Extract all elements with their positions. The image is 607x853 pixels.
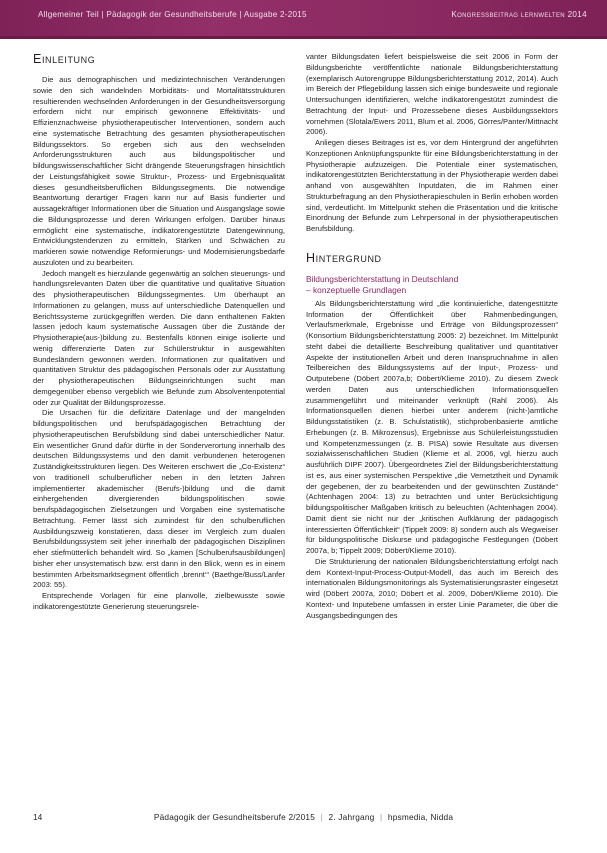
subheading-line-2: – konzeptuelle Grundlagen: [306, 285, 407, 296]
section-heading-hintergrund: Hintergrund: [306, 250, 382, 265]
page-number: 14: [33, 812, 43, 822]
footer-journal: Pädagogik der Gesundheitsberufe 2/2015: [153, 812, 316, 822]
paragraph: Entsprechende Vorlagen für eine planvolle, zielbewusste sowie indikatorengestützte Generierung steuerungsrele-: [33, 591, 285, 611]
running-head-right-text: kongressbeitrag lernwelten 2014: [451, 10, 587, 19]
paragraph: Als Bildungsberichterstattung wird „die kontinuierliche, datengestützte Information der Öffentlichkeit über Rahmenbedingungen, Verlaufsmerkmale, Ergebnisse und Erträge von Bildungsprozessen“ (Konsortium Bildungsberichterstattung 2005: 2) bezeichnet. Im Mittelpunkt steht dabei die detaillierte Beschreibung qualitativer und quantitativer Aspekte der institutionellen Arbeit und deren Inanspruchnahme in allen Teilbereichen des Bildungssystems auf der Input-, Prozess- und Outputebene (Döbert 2007a,b; Döbert/Klieme 2010). Zu diesem Zweck werden Daten aus unterschiedlichen Informationsquellen zusammengeführt und miteinander verknüpft (Rahl 2006). Als Informationsquellen dienen hierbei unter anderem (nicht-)amtliche Bildungsstatistiken (z. B. Schulstatistik), stichprobenbasierte amtliche Erhebungen (z. B. Mikrozensus), Ergebnisse aus Schülerleistungsstudien und Kompetenzmessungen (z. B. PISA) sowie Resultate aus diversen sozialwissenschaftlichen Studien (Klieme et al. 2006, vgl. hierzu auch ausführlich DIPF 2007). Übergeordnetes Ziel der Bildungsberichterstattung ist es, aus einer systemischen Perspektive „die Vernetztheit und Dynamik der gegebenen, der zu bearbeitenden und der gewünschten Zustände“ (Achtenhagen 2004: 13) zu betrachten und unter Berücksichtigung bildungspolitischer Maßgaben kritisch zu beleuchten (Achtenhagen 2004). Damit dient sie nicht nur der „kritischen Aufklärung der pädagogisch interessierten Öffentlichkeit“ (Tippelt 2009: 8) sondern auch als Wegweiser für bildungspolitische Diskurse und pädagogische Festlegungen (Döbert 2007a, b; Tippelt 2009; Döbert/Klieme 2010).: [306, 298, 558, 556]
footer-separator-1: |: [320, 812, 323, 822]
paragraph: Die aus demographischen und medizintechnischen Veränderungen sowie den sich wandelnden Morbiditäts- und Mortalitätsstrukturen resultierenden wechselnden Anforderungen in der Gesundheitsversorgung erfordern nicht nur empirisch gewonnene Effektivitäts- und Effizienznachweise physiotherapeutischer Interventionen, sondern auch eine systematische Betrachtung des gesamten physiotherapeutischen Bildungssektors. So ergeben sich aus den wechselnden Anforderungsstrukturen auch aus bildungspolitischer und bildungswissenschaftlicher Sicht drängende Steuerungsfragen hinsichtlich der Leistungsfähigkeit sowie Struktur-, Prozess- und Ergebnisqualität dieses gesundheitsberuflichen Bildungssegments. Die notwendige Beantwortung derartiger Fragen kann nur auf Basis fundierter und aussagekräftiger Informationen über die Situation und Ausgangslage sowie die Bildungsprozesse und deren Wirkungen erfolgen. Darüber hinaus ermöglicht eine systematische, indikatorengestützte Datengewinnung, Entwicklungstendenzen zu ermitteln, Stärken und Schwächen zu markieren sowie notwendige Reformierungs- und Modernisierungsbedarfe auszuloten und zu bearbeiten.: [33, 75, 285, 267]
left-column: [33, 52, 285, 752]
right-column: [306, 52, 558, 752]
paragraph-continuation: vanter Bildungsdaten liefert beispielsweise die seit 2006 in Form der Bildungsberichte veröffentlichte nationale Bildungsberichterstattung (exemplarisch Autorengruppe Bildungsberichterstattung 2012, 2014). Auch im Bereich der Pflegebildung lassen sich einige bundesweite und regionale Untersuchungen identifizieren, welche indikatorengestützt zumindest die Betrachtung der Input- und Prozessebene dieses Ausbildungssektors vornehmen (Slotala/Ewers 2011, Blum et al. 2006, Görres/Panter/Mittnacht 2006).: [306, 52, 558, 137]
footer-publisher: hpsmedia, Nidda: [387, 812, 454, 822]
paragraph: Anliegen dieses Beitrages ist es, vor dem Hintergrund der angeführten Konzeptionen Anknüpfungspunkte für eine Bildungsberichterstattung in der Physiotherapie aufzuzeigen. Die Potentiale einer systematischen, indikatorengestützten Berichterstattung in der Physiotherapie werden dabei anhand von ausgewählten Inputdaten, die im Rahmen einer Strukturbefragung an den Physiotherapieschulen in Berlin erhoben worden sind, verdeutlicht. Im Mittelpunkt stehen die Präsentation und die kritische Einordnung der Befunde zum Lehrpersonal in der physiotherapeutischen Berufsbildung.: [306, 138, 558, 233]
running-head-rule: [0, 36, 607, 39]
paragraph: Die Ursachen für die defizitäre Datenlage und der mangelnden bildungspolitischen und berufspädagogischen Betrachtung der physiotherapeutischen Berufsbildung sind dabei unterschiedlicher Natur. Ein wesentlicher Grund dafür dürfte in der Sonderverortung innerhalb des deutschen Bildungssystems und den damit verbundenen heterogenen Zuständigkeitsstrukturen liegen. Des Weiteren erschwert die „Co-Existenz“ von traditionell schulberuflicher neben in den letzten Jahren implementierter akademischer (Berufs-)bildung und die damit einhergehenden divergierenden bildungspolitischen sowie berufspädagogischen Zielsetzungen und Vorgaben eine systematische Betrachtung. Ferner lässt sich zumindest für den schulberuflichen Ausbildungszweig konstatieren, dass dieser im Vergleich zum dualen Berufsbildungssystem seit jeher innerhalb der pädagogischen Disziplinen eher stiefmütterlich behandelt wird. So „kamen [Schulberufsausbildungen] bisher eher unsystematisch bzw. erst dann in den Blick, wenn es in einem bestimmten Arbeitsmarktsegment öffentlich ‚brennt‘“ (Baethge/Buss/Lanfer 2003: 55).: [33, 408, 285, 590]
running-head-bar: [0, 0, 607, 36]
subheading-line-1: Bildungsberichterstattung in Deutschland: [306, 273, 459, 284]
page-footer: [0, 812, 607, 830]
running-head-left-text: Allgemeiner Teil | Pädagogik der Gesundheitsberufe | Ausgabe 2-2015: [38, 10, 307, 19]
paragraph: Die Strukturierung der nationalen Bildungsberichterstattung erfolgt nach dem Kontext-Input-Process-Output-Modell, das auch im Bereich des internationalen Bildungsmonitorings als Systematisierungsraster eingesetzt wird (Döbert 2007a, 2010; Döbert et al. 2009, Döbert/Klieme 2010). Die Kontext- und Inputebene umfassen in erster Linie Parameter, die über die Ausgangsbedingungen des: [306, 556, 558, 620]
paragraph: Jedoch mangelt es hierzulande gegenwärtig an solchen steuerungs- und handlungsrelevanten Daten über die quantitative und qualitative Situation des physiotherapeutischen Bildungssegmentes. Um überhaupt an Informationen zu gelangen, muss auf unterschiedliche Datenquellen und Berichtssysteme zurückgegriffen werden. Die dann enthaltenen Fakten lassen jedoch kaum systematische Aussagen über die Zustände der Physiotherapie(aus-)bildung zu. Bestenfalls können einige isolierte und wenig differenzierte Daten zur Schülerstruktur in ausgewählten Bundesländern gewonnen werden. Informationen zur qualitativen und quantitativen Struktur des pädagogischen Personals oder zur Ausstattung der physiotherapeutischen Bildungseinrichtungen sucht man demgegenüber ebenso vergeblich wie Befunde zum Absolventenpotential oder zur Qualität der Bildungsprozesse.: [33, 268, 285, 407]
section-heading-einleitung: Einleitung: [33, 52, 96, 66]
footer-separator-2: |: [380, 812, 383, 822]
footer-imprint: [0, 812, 607, 822]
footer-volume: 2. Jahrgang: [328, 812, 375, 822]
